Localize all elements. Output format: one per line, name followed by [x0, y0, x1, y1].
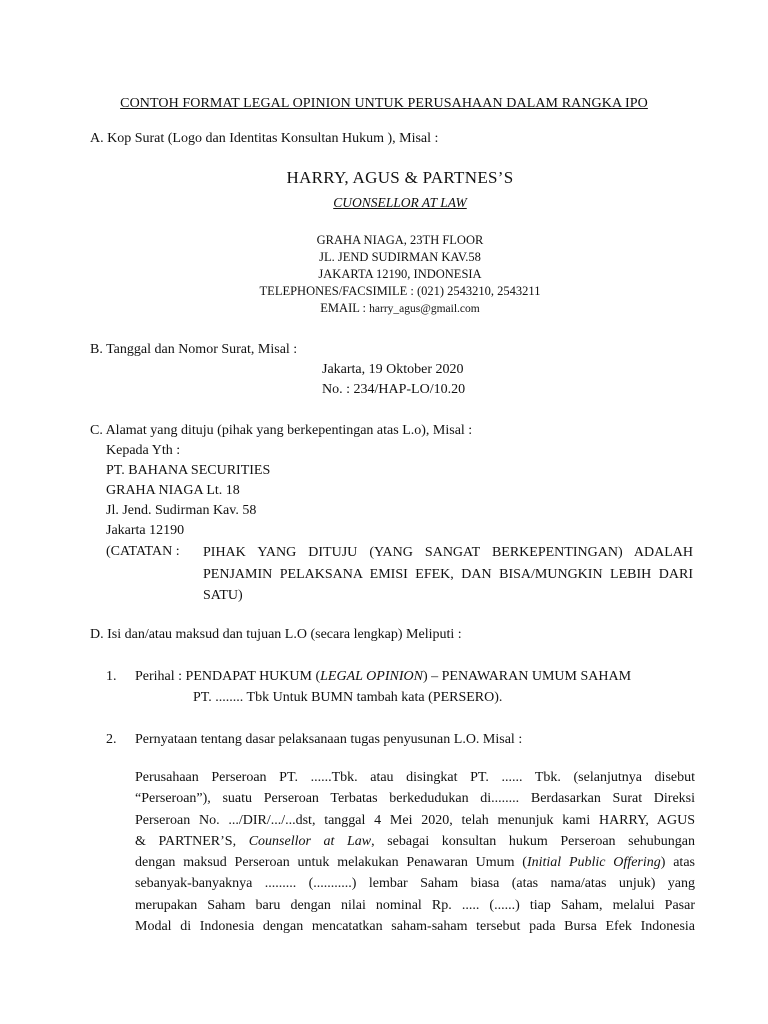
item-1-rest: ) – PENAWARAN UMUM SAHAM	[422, 669, 632, 684]
body-paragraph	[135, 767, 695, 937]
paragraph-line-5b: ) atas	[660, 855, 695, 871]
note-text: PIHAK YANG DITUJU (YANG SANGAT BERKEPENTINGAN) ADALAH PENJAMIN PELAKSANA EMISI EFEK, DAN BISA/MUNGKIN LEBIH DARI SATU)	[203, 545, 693, 603]
paragraph-line-1: Perusahaan Perseroan PT. ......Tbk. atau disingkat PT. ...... Tbk. (selanjutnya disebut	[135, 770, 695, 785]
address-line-1: GRAHA NIAGA, 23TH FLOOR	[316, 233, 484, 247]
paragraph-line-6: sebanyak-banyaknya ......... (...........) lembar Saham biasa (atas nama/atas unjuk) yang	[135, 876, 695, 892]
recipient-line-5: Jakarta 12190	[106, 523, 185, 538]
recipient-line-1: Kepada Yth :	[106, 443, 181, 458]
paragraph-line-4b: , sebagai konsultan hukum Perseroan sehubungan	[371, 833, 696, 849]
paragraph-line-8: Modal di Indonesia dengan mencatatkan saham-saham tersebut pada Bursa Efek Indonesia	[135, 919, 695, 935]
recipient-line-3: GRAHA NIAGA Lt. 18	[106, 483, 240, 498]
item-2-text: Pernyataan tentang dasar pelaksanaan tugas penyusunan L.O. Misal :	[135, 732, 523, 747]
address-line-3: JAKARTA 12190, INDONESIA	[318, 267, 482, 281]
paragraph-line-2: “Perseroan”), suatu Perseroan Terbatas berkedudukan di........ Berdasarkan Surat Direksi	[135, 791, 695, 807]
section-a-heading: A. Kop Surat (Logo dan Identitas Konsultan Hukum ), Misal :	[90, 131, 439, 146]
address-line-email	[0, 300, 768, 318]
section-d-heading: D. Isi dan/atau maksud dan tujuan L.O (secara lengkap) Meliputi :	[90, 627, 462, 642]
paragraph-line-4-italic: Counsellor at Law	[248, 833, 372, 849]
recipient-line-4: Jl. Jend. Sudirman Kav. 58	[106, 503, 257, 518]
recipient-line-2: PT. BAHANA SECURITIES	[106, 463, 271, 478]
paragraph-line-5-italic: Initial Public Offering	[526, 855, 661, 871]
item-1-line-2: PT. ........ Tbk Untuk BUMN tambah kata (PERSERO).	[193, 690, 503, 705]
section-b-heading: B. Tanggal dan Nomor Surat, Misal :	[90, 342, 298, 357]
item-1-subject	[135, 667, 631, 687]
item-1-italic: LEGAL OPINION	[320, 669, 423, 684]
paragraph-line-5a: dengan maksud Perseroan untuk melakukan Penawaran Umum (	[135, 855, 527, 871]
paragraph-line-5	[135, 852, 695, 873]
paragraph-line-3: Perseroan No. .../DIR/.../...dst, tanggal 4 Mei 2020, telah menunjuk kami HARRY, AGUS	[135, 812, 695, 828]
letter-number: No. : 234/HAP-LO/10.20	[322, 382, 466, 397]
item-1-number: 1.	[106, 669, 117, 684]
firm-subtitle: CUONSELLOR AT LAW	[333, 195, 467, 210]
item-1-label: Perihal : PENDAPAT HUKUM (	[135, 669, 321, 684]
email-label: EMAIL :	[320, 301, 367, 315]
document-title: CONTOH FORMAT LEGAL OPINION UNTUK PERUSAHAAN DALAM RANGKA IPO	[120, 96, 648, 111]
paragraph-line-7: merupakan Saham baru dengan nilai nominal Rp. ..... (......) tiap Saham, melalui Pasar	[135, 897, 695, 913]
address-line-phone: TELEPHONES/FACSIMILE : (021) 2543210, 2543211	[259, 284, 541, 298]
section-c-heading: C. Alamat yang dituju (pihak yang berkepentingan atas L.o), Misal :	[90, 423, 473, 438]
firm-name: HARRY, AGUS & PARTNES’S	[286, 168, 514, 187]
letter-date: Jakarta, 19 Oktober 2020	[322, 362, 464, 377]
item-2-number: 2.	[106, 732, 117, 747]
paragraph-line-4	[135, 831, 695, 852]
address-line-2: JL. JEND SUDIRMAN KAV.58	[319, 250, 481, 264]
email-value: harry_agus@gmail.com	[369, 303, 480, 315]
paragraph-line-4a: & PARTNER’S,	[135, 833, 249, 849]
note-label: (CATATAN :	[106, 544, 180, 559]
